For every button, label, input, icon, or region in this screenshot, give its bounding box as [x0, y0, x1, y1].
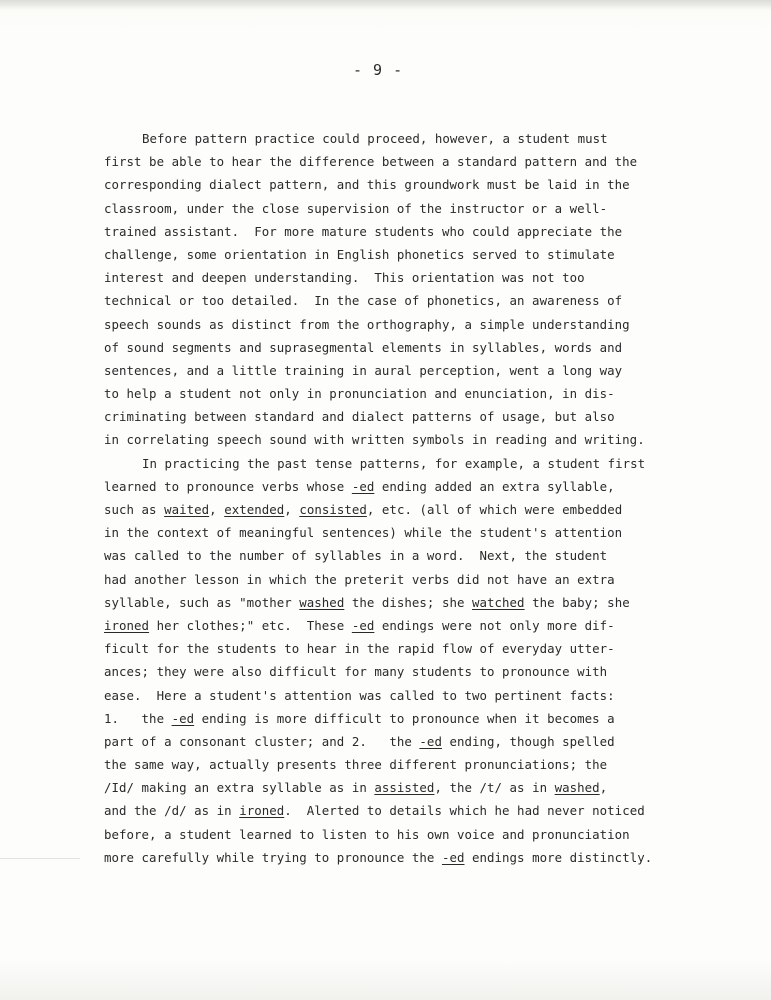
underlined-word: -ed — [441, 849, 465, 865]
text-segment: ficult for the students to hear in the rapid flow of everyday utter- — [104, 641, 615, 657]
text-line — [104, 614, 664, 637]
text-segment: , — [284, 502, 300, 517]
text-line — [104, 707, 664, 730]
text-segment: before, a student learned to listen to his own voice and pronunciation — [104, 826, 630, 842]
text-line — [104, 521, 664, 544]
text-line: first be able to hear the difference between a standard pattern and the — [104, 154, 638, 170]
text-line: technical or too detailed. In the case of phonetics, an awareness of — [104, 293, 623, 309]
text-line — [104, 568, 664, 591]
text-line — [104, 730, 664, 753]
text-segment: ease. Here a student's attention was called to two pertinent facts: — [104, 687, 615, 703]
text-segment: In practicing the past tense patterns, for example, a student first — [142, 455, 646, 471]
text-line: speech sounds as distinct from the orthography, a simple understanding — [104, 316, 630, 332]
page-top-edge — [0, 0, 771, 10]
text-line: to help a student not only in pronunciation and enunciation, in dis- — [104, 386, 615, 402]
text-segment: ending added an extra syllable, — [374, 478, 615, 494]
text-segment: 1. the — [104, 710, 172, 726]
underlined-word: washed — [554, 780, 600, 796]
text-line — [104, 776, 664, 799]
underlined-word: waited — [164, 502, 210, 517]
underlined-word: consisted — [299, 502, 367, 517]
text-segment: was called to the number of syllables in a word. Next, the student — [104, 548, 608, 564]
underlined-word: -ed — [351, 617, 375, 633]
text-line — [104, 660, 664, 683]
underlined-word: ironed — [239, 803, 285, 819]
text-line — [104, 452, 664, 475]
text-segment: , etc. (all of which were embedded — [366, 502, 623, 517]
paragraph-2 — [104, 452, 664, 869]
text-line — [104, 498, 664, 521]
text-segment: syllable, such as "mother — [104, 594, 300, 610]
text-segment: , — [599, 780, 608, 796]
text-line — [104, 544, 664, 567]
text-line — [104, 753, 664, 776]
text-segment: the dishes; she — [344, 594, 472, 610]
underlined-word: -ed — [351, 478, 375, 494]
page-number: - 9 - — [353, 61, 404, 79]
body-text — [104, 127, 664, 869]
underlined-word: watched — [472, 594, 525, 610]
text-line: of sound segments and suprasegmental elements in syllables, words and — [104, 339, 623, 355]
text-segment: part of a consonant cluster; and 2. the — [104, 733, 420, 749]
text-segment: , — [209, 502, 225, 517]
text-line — [104, 799, 664, 822]
margin-mark — [0, 858, 80, 859]
text-line: corresponding dialect pattern, and this groundwork must be laid in the — [104, 177, 630, 193]
text-line — [104, 591, 664, 614]
text-segment: and the /d/ as in — [104, 803, 240, 819]
text-line: classroom, under the close supervision of the instructor or a well- — [104, 200, 608, 216]
text-segment: such as — [104, 502, 165, 517]
text-line: in correlating speech sound with written symbols in reading and writing. — [104, 432, 645, 448]
text-line: challenge, some orientation in English phonetics served to stimulate — [104, 246, 615, 262]
text-line — [104, 846, 664, 869]
underlined-word: -ed — [419, 733, 442, 749]
text-segment: endings were not only more dif- — [374, 617, 615, 633]
text-segment: learned to pronounce verbs whose — [104, 478, 352, 494]
text-segment: had another lesson in which the preterit verbs did not have an extra — [104, 571, 615, 587]
text-line: trained assistant. For more mature students who could appreciate the — [104, 223, 623, 239]
text-segment: endings more distinctly. — [464, 849, 653, 865]
text-segment: ending, though spelled — [441, 733, 615, 749]
text-line — [104, 637, 664, 660]
text-line — [104, 475, 664, 498]
text-line: criminating between standard and dialect patterns of usage, but also — [104, 409, 615, 425]
text-segment: in the context of meaningful sentences) while the student's attention — [104, 525, 623, 541]
text-line: sentences, and a little training in aural perception, went a long way — [104, 362, 623, 378]
underlined-word: extended — [224, 502, 285, 517]
text-segment: more carefully while trying to pronounce the — [104, 849, 442, 865]
text-segment: the same way, actually presents three different pronunciations; the — [104, 757, 608, 773]
text-line: Before pattern practice could proceed, however, a student must — [142, 131, 608, 146]
text-segment: . Alerted to details which he had never noticed — [284, 803, 645, 819]
text-segment: the baby; she — [524, 594, 630, 610]
underlined-word: ironed — [104, 617, 150, 633]
underlined-word: -ed — [171, 710, 195, 726]
text-segment: her clothes;" etc. These — [149, 617, 352, 633]
text-line: interest and deepen understanding. This orientation was not too — [104, 270, 585, 286]
text-segment: /Id/ making an extra syllable as in — [104, 780, 375, 796]
text-line — [104, 823, 664, 846]
text-line — [104, 684, 664, 707]
underlined-word: washed — [299, 594, 345, 610]
underlined-word: assisted — [374, 780, 435, 796]
text-segment: ances; they were also difficult for many students to pronounce with — [104, 664, 608, 680]
text-segment: ending is more difficult to pronounce when it becomes a — [194, 710, 615, 726]
paragraph-1 — [104, 127, 664, 452]
text-segment: , the /t/ as in — [434, 780, 555, 796]
